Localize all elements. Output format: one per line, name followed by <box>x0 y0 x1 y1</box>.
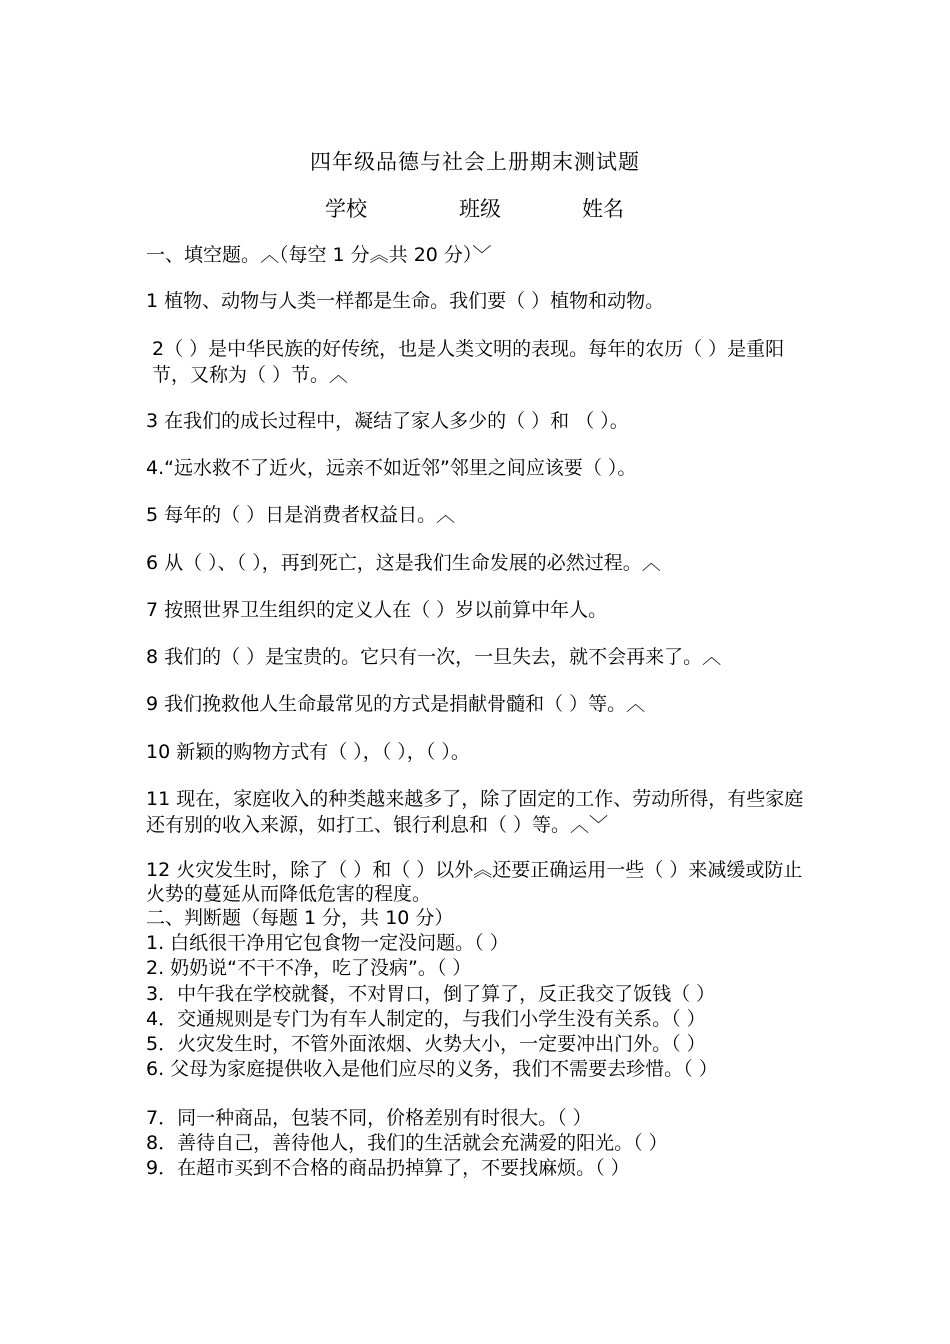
school-field-label: 学校 <box>325 197 367 221</box>
fill-question-7: 7 按照世界卫生组织的定义人在（ ）岁以前算中年人。 <box>146 599 608 621</box>
exam-title: 四年级品德与社会上册期末测试题 <box>310 150 640 174</box>
judge-question-7: 7．同一种商品，包装不同，价格差别有时很大。（ ） <box>146 1107 592 1129</box>
judge-question-1: 1. 白纸很干净用它包食物一定没问题。（ ） <box>146 932 509 954</box>
fill-question-12: 12 火灾发生时，除了（ ）和（ ）以外︽还要正确运用一些（ ）来减缓或防止火势的蔓延从而降低危害的程度。 <box>146 859 803 905</box>
fill-question-10: 10 新颖的购物方式有（ ），（ ），（ ）。 <box>146 741 470 763</box>
fill-question-11: 11 现在，家庭收入的种类越来越多了，除了固定的工作、劳动所得，有些家庭还有别的收入来源，如打工、银行利息和（ ）等。︿﹀ <box>146 788 804 836</box>
judge-question-4: 4．交通规则是专门为有车人制定的，与我们小学生没有关系。（ ） <box>146 1008 706 1030</box>
name-field-label: 姓名 <box>582 197 624 221</box>
fill-question-5: 5 每年的（ ）日是消费者权益日。︿ <box>146 504 456 526</box>
section1-heading: 一、填空题。︿（每空 1 分︽共 20 分）﹀ <box>146 244 492 266</box>
judge-question-9: 9．在超市买到不合格的商品扔掉算了，不要找麻烦。（ ） <box>146 1157 630 1179</box>
fill-question-2: 2（ ）是中华民族的好传统，也是人类文明的表现。每年的农历（ ）是重阳节，又称为（ ）节。︿ <box>152 338 785 386</box>
section2-heading: 二、判断题（每题 1 分，共 10 分） <box>146 907 454 929</box>
fill-question-3: 3 在我们的成长过程中，凝结了家人多少的（ ）和 （ ）。 <box>146 410 629 432</box>
fill-question-9: 9 我们挽救他人生命最常见的方式是捐献骨髓和（ ）等。︿ <box>146 693 646 715</box>
class-field-label: 班级 <box>459 197 501 221</box>
fill-question-1: 1 植物、动物与人类一样都是生命。我们要（ ）植物和动物。 <box>146 290 665 312</box>
judge-question-3: 3．中午我在学校就餐，不对胃口，倒了算了，反正我交了饭钱（ ） <box>146 983 716 1005</box>
fill-question-6: 6 从（ ）、（ ），再到死亡，这是我们生命发展的必然过程。︿ <box>146 552 661 574</box>
judge-question-5: 5．火灾发生时，不管外面浓烟、火势大小，一定要冲出门外。（ ） <box>146 1033 706 1055</box>
judge-question-6: 6. 父母为家庭提供收入是他们应尽的义务，我们不需要去珍惜。（ ） <box>146 1058 718 1080</box>
judge-question-2: 2. 奶奶说“不干不净，吃了没病”。（ ） <box>146 957 472 979</box>
judge-question-8: 8．善待自己，善待他人，我们的生活就会充满爱的阳光。（ ） <box>146 1132 668 1154</box>
fill-question-4: 4.“远水救不了近火，远亲不如近邻”邻里之间应该要（ ）。 <box>146 457 637 479</box>
fill-question-8: 8 我们的（ ）是宝贵的。它只有一次，一旦失去，就不会再来了。︿ <box>146 646 722 668</box>
